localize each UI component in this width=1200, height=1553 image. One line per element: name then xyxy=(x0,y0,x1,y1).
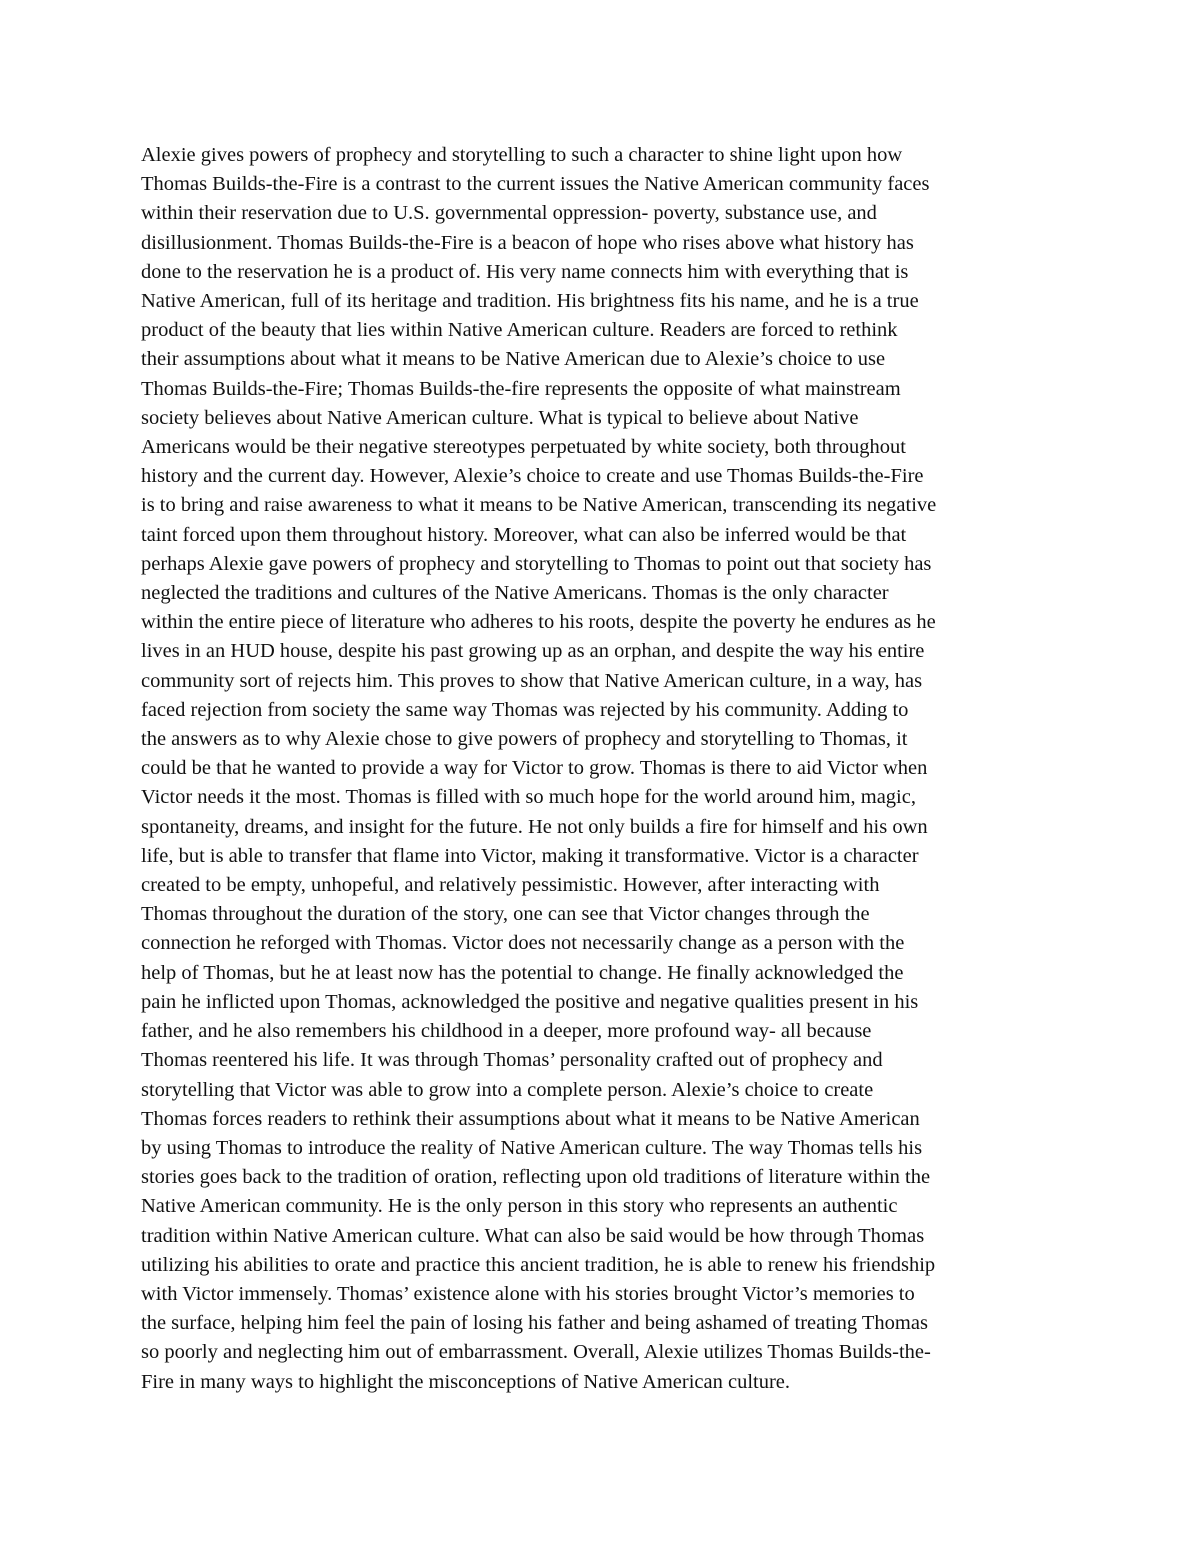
text-line-32: Thomas reentered his life. It was through Thomas’ personality crafted out of prophecy and xyxy=(141,1049,883,1072)
text-line-19: community sort of rejects him. This proves to show that Native American culture, in a way, has xyxy=(141,669,923,692)
text-line-30: pain he inflicted upon Thomas, acknowledged the positive and negative qualities present in his xyxy=(141,990,919,1013)
text-line-25: life, but is able to transfer that flame into Victor, making it transformative. Victor is a character xyxy=(141,844,919,867)
text-line-43: Fire in many ways to highlight the misconceptions of Native American culture. xyxy=(141,1370,791,1393)
text-line-38: tradition within Native American culture. What can also be said would be how through Thomas xyxy=(141,1224,925,1247)
text-line-24: spontaneity, dreams, and insight for the future. He not only builds a fire for himself and his own xyxy=(141,815,928,838)
text-line-1: Alexie gives powers of prophecy and storytelling to such a character to shine light upon how xyxy=(141,144,903,166)
text-line-20: faced rejection from society the same way Thomas was rejected by his community. Adding to xyxy=(141,698,909,721)
text-line-15: perhaps Alexie gave powers of prophecy and storytelling to Thomas to point out that society has xyxy=(141,552,932,575)
text-line-37: Native American community. He is the only person in this story who represents an authentic xyxy=(141,1195,898,1218)
text-line-23: Victor needs it the most. Thomas is filled with so much hope for the world around him, magic, xyxy=(141,786,916,809)
text-line-9: Thomas Builds-the-Fire; Thomas Builds-the-fire represents the opposite of what mainstream xyxy=(141,377,901,400)
text-line-33: storytelling that Victor was able to grow into a complete person. Alexie’s choice to create xyxy=(141,1078,874,1101)
text-line-5: done to the reservation he is a product of. His very name connects him with everything that is xyxy=(141,260,909,283)
text-line-36: stories goes back to the tradition of oration, reflecting upon old traditions of literature within the xyxy=(141,1166,931,1189)
text-line-31: father, and he also remembers his childhood in a deeper, more profound way- all because xyxy=(141,1020,872,1043)
text-line-39: utilizing his abilities to orate and practice this ancient tradition, he is able to renew his friendship xyxy=(141,1253,936,1276)
text-line-29: help of Thomas, but he at least now has the potential to change. He finally acknowledged the xyxy=(141,961,904,984)
text-line-41: the surface, helping him feel the pain of losing his father and being ashamed of treating Thomas xyxy=(141,1312,928,1335)
text-line-3: within their reservation due to U.S. governmental oppression- poverty, substance use, and xyxy=(141,202,877,225)
text-line-4: disillusionment. Thomas Builds-the-Fire is a beacon of hope who rises above what history has xyxy=(141,231,914,254)
text-line-18: lives in an HUD house, despite his past growing up as an orphan, and despite the way his entire xyxy=(141,640,925,663)
text-line-27: Thomas throughout the duration of the story, one can see that Victor changes through the xyxy=(141,903,870,926)
text-line-16: neglected the traditions and cultures of the Native Americans. Thomas is the only character xyxy=(141,582,889,605)
text-line-13: is to bring and raise awareness to what it means to be Native American, transcending its negative xyxy=(141,494,937,517)
text-line-2: Thomas Builds-the-Fire is a contrast to the current issues the Native American community faces xyxy=(141,173,930,196)
text-line-26: created to be empty, unhopeful, and relatively pessimistic. However, after interacting with xyxy=(141,874,880,897)
text-line-21: the answers as to why Alexie chose to give powers of prophecy and storytelling to Thomas, it xyxy=(141,728,908,751)
text-line-6: Native American, full of its heritage and tradition. His brightness fits his name, and he is a true xyxy=(141,290,919,313)
text-line-8: their assumptions about what it means to be Native American due to Alexie’s choice to use xyxy=(141,348,886,371)
text-line-7: product of the beauty that lies within Native American culture. Readers are forced to rethink xyxy=(141,319,898,342)
text-line-22: could be that he wanted to provide a way for Victor to grow. Thomas is there to aid Victor when xyxy=(141,757,928,780)
text-line-35: by using Thomas to introduce the reality of Native American culture. The way Thomas tells his xyxy=(141,1136,923,1159)
text-line-42: so poorly and neglecting him out of embarrassment. Overall, Alexie utilizes Thomas Builds-the- xyxy=(141,1341,931,1364)
text-line-11: Americans would be their negative stereotypes perpetuated by white society, both throughout xyxy=(141,436,906,459)
text-line-28: connection he reforged with Thomas. Victor does not necessarily change as a person with the xyxy=(141,932,905,955)
text-line-17: within the entire piece of literature who adheres to his roots, despite the poverty he endures as he xyxy=(141,611,936,634)
text-line-12: history and the current day. However, Alexie’s choice to create and use Thomas Builds-the-Fire xyxy=(141,465,924,488)
text-line-34: Thomas forces readers to rethink their assumptions about what it means to be Native American xyxy=(141,1107,920,1130)
body-paragraph xyxy=(141,141,1071,1397)
text-line-40: with Victor immensely. Thomas’ existence alone with his stories brought Victor’s memories to xyxy=(141,1282,915,1305)
text-line-14: taint forced upon them throughout history. Moreover, what can also be inferred would be that xyxy=(141,523,907,546)
text-line-10: society believes about Native American culture. What is typical to believe about Native xyxy=(141,406,859,429)
